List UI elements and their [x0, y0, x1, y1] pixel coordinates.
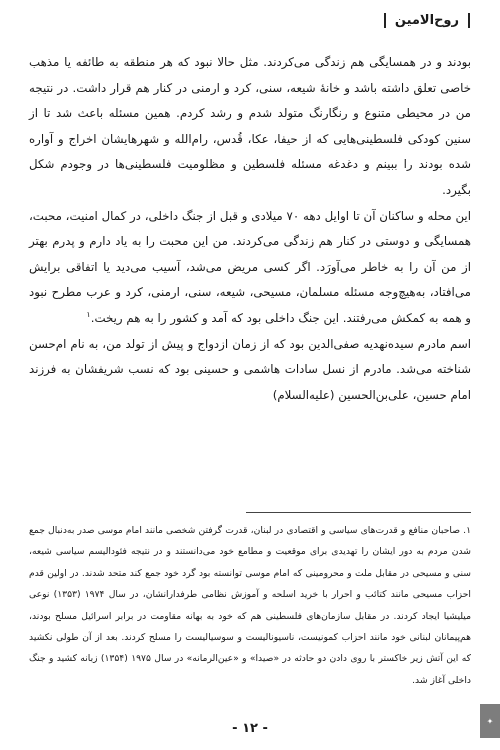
paragraph-3: اسم مادرم سیده‌نهدیه صفی‌الدین بود که از زمان ازدواج و پیش از تولد من، به نام ام‌حسن شناخته می‌شد. مادرم از نسل سادات هاشمی و حسینی بود که نسب شریفشان به فرزند امام حسین، علی‌بن‌الحسین (علیه‌السلام) — [29, 336, 471, 402]
publisher-logo-icon: ✦ — [485, 716, 495, 726]
main-text — [29, 50, 471, 408]
footnote-reference: ۱ — [86, 310, 91, 320]
footnote-block — [29, 520, 471, 691]
page-number: - ۱۲ - — [232, 721, 268, 736]
publisher-edge-mark — [480, 704, 500, 738]
paragraph-2 — [29, 204, 471, 332]
paragraph-1: بودند و در همسایگی هم زندگی می‌کردند. مثل حالا نبود که هر منطقه به طائفه یا مذهب خاصی تعلق داشته باشد و خانهٔ شیعه، سنی، کرد و ارمنی در کنار هم قرار داشت. در نتیجه من در محیطی متنوع و رنگارنگ متولد شدم و رشد کردم. همین مسئله باعث شد تا از سنین کودکی فلسطینی‌هایی که از حیفا، عکا، قُدس، رام‌الله و شهرهایشان اخراج و آواره شده بودند را ببینم و دغدغه مسئله فلسطین و مظلومیت فلسطینی‌ها در وجودم شکل بگیرد. — [29, 55, 471, 197]
header-divider-left — [384, 13, 386, 28]
book-title: روح‌الامین — [394, 12, 459, 28]
running-header — [28, 8, 472, 32]
paragraph-2-text: این محله و ساکنان آن تا اوایل دهه ۷۰ میلادی و قبل از جنگ داخلی، در کمال امنیت، محبت، همسایگی و دوستی در کنار هم زندگی می‌کردند. من این محبت را به یاد دارم و پدرم بهتر از من آن را به خاطر می‌آورَد. اگر کسی مریض می‌شد، آسیب می‌دید یا اتفاقی برایش می‌افتاد، به‌هیچ‌وجه مسئله مسلمان، مسیحی، شیعه، سنی، ارمنی، کرد و عرب مطرح نبود و همه به کمکش می‌رفتند. این جنگ داخلی بود که آمد و کشور را به هم ریخت. — [29, 208, 471, 325]
footnote-divider — [246, 512, 471, 513]
header-divider-right — [468, 13, 470, 28]
footnote-text: ۱. صاحبان منافع و قدرت‌های سیاسی و اقتصادی در لبنان، قدرت گرفتن شخصی مانند امام موسی صدر به‌دنبال جمع شدن مردم به دور ایشان را تهدیدی برای موقعیت و مطامع خود می‌دانستند و در نتیجه فئودالیسم سیاسی شیعه، سنی و مسیحی در مقابل ملت و محرومینی که امام موسی توانسته بود گرد خود جمع کند متحد شدند. در اولین قدم احزاب مسیحی مانند کتائب و احرار با خرید اسلحه و آموزش نظامی طرفدارانشان، در سال ۱۹۷۴ (۱۳۵۳) نوعی میلیشیا ایجاد کردند. در مقابل سازمان‌های فلسطینی هم که خود به بهانه مقاومت در برابر اسرائیل مسلح بودند، هم‌پیمانان لبنانی خود مانند احزاب کمونیست، ناسیونالیست و سوسیالیست را مسلح کردند. بعد از آن طولی نکشید که این آتش زیر خاکستر با روی دادن دو حادثه در «صیدا» و «عین‌الرمانه» در سال ۱۹۷۵ (۱۳۵۴) زبانه کشید و جنگ داخلی آغاز شد. — [29, 525, 471, 686]
